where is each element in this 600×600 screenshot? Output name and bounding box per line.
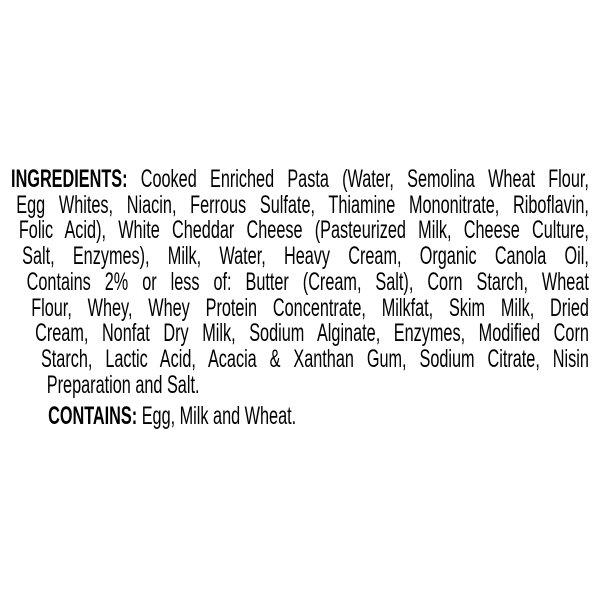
ingredients-heading: INGREDIENTS: [11,165,141,193]
contains-text: Egg, Milk and Wheat. [141,402,297,431]
ingredients-line: Salt, Enzymes), Milk, Water, Heavy Cream, Organic Canola Oil, [22,242,589,271]
ingredients-line: Cream, Nonfat Dry Milk, Sodium Alginate, Enzymes, Modified Corn [35,319,589,348]
ingredients-line [11,167,589,193]
contains-heading: CONTAINS: [48,402,142,431]
ingredients-line: Flour, Whey, Whey Protein Concentrate, Milkfat, Skim Milk, Dried [31,293,589,322]
ingredients-line: Preparation and Salt. [46,370,200,399]
ingredients-line: Egg Whites, Niacin, Ferrous Sulfate, Thiamine Mononitrate, Riboflavin, [16,190,589,219]
ingredients-line: Contains 2% or less of: Butter (Cream, Salt), Corn Starch, Wheat [26,267,589,296]
ingredients-line-text: Cooked Enriched Pasta (Water, Semolina Wheat Flour, [140,165,589,193]
label-text-block [0,167,600,430]
ingredients-line: Starch, Lactic Acid, Acacia & Xanthan Gum, Sodium Citrate, Nisin [40,344,589,373]
contains-statement [48,404,600,430]
ingredients-line: Folic Acid), White Cheddar Cheese (Pasteurized Milk, Cheese Culture, [18,216,589,245]
